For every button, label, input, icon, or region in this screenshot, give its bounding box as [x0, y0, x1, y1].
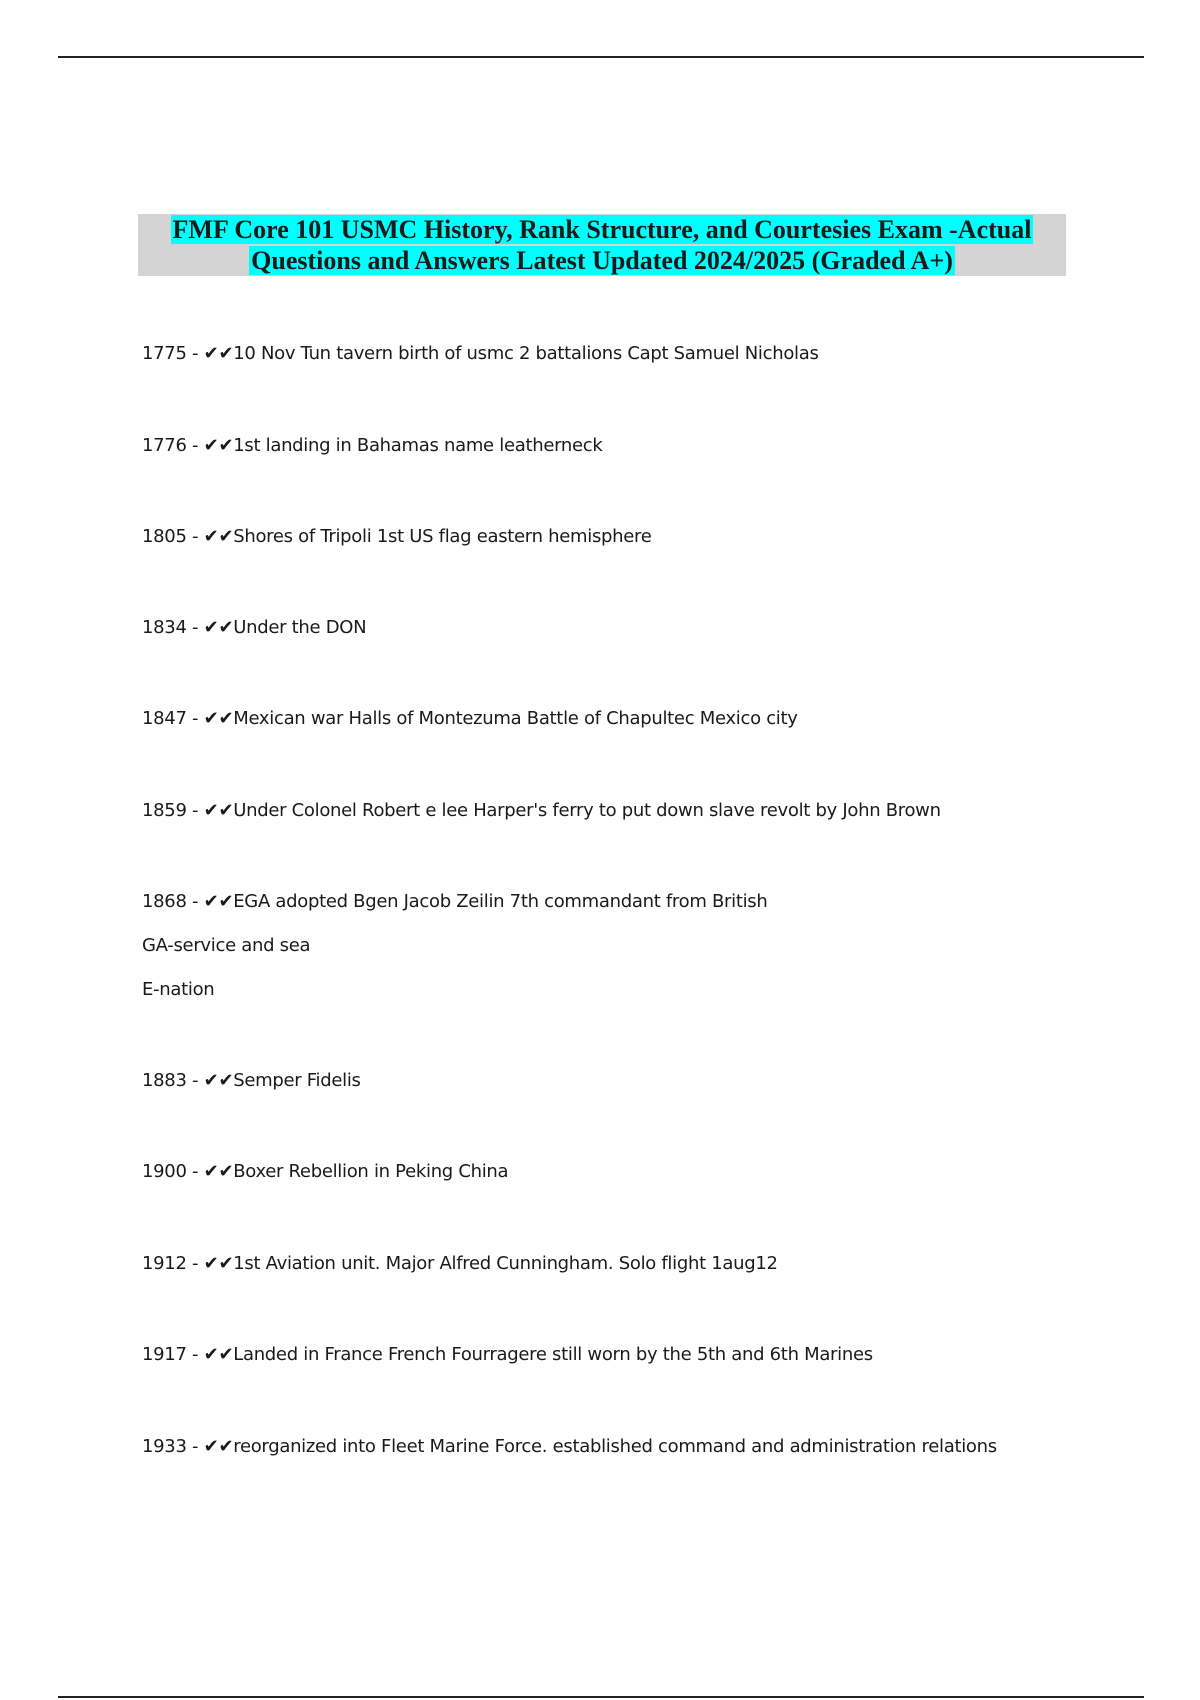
double-check-icon: ✔✔	[203, 708, 234, 729]
qa-item: 1917 - ✔✔Landed in France French Fourragere still worn by the 5th and 6th Marines	[142, 1344, 873, 1365]
document-title	[138, 214, 1066, 276]
qa-item: 1912 - ✔✔1st Aviation unit. Major Alfred Cunningham. Solo flight 1aug12	[142, 1253, 778, 1274]
qa-item: 1868 - ✔✔EGA adopted Bgen Jacob Zeilin 7th commandant from British	[142, 891, 768, 912]
double-check-icon: ✔✔	[203, 343, 234, 364]
qa-item: 1776 - ✔✔1st landing in Bahamas name leatherneck	[142, 435, 603, 456]
double-check-icon: ✔✔	[203, 891, 234, 912]
qa-item: 1834 - ✔✔Under the DON	[142, 617, 367, 638]
qa-item: 1883 - ✔✔Semper Fidelis	[142, 1070, 361, 1091]
double-check-icon: ✔✔	[203, 800, 234, 821]
double-check-icon: ✔✔	[203, 1344, 234, 1365]
qa-item: 1805 - ✔✔Shores of Tripoli 1st US flag eastern hemisphere	[142, 526, 652, 547]
qa-item: 1847 - ✔✔Mexican war Halls of Montezuma Battle of Chapultec Mexico city	[142, 708, 798, 729]
title-line-2: Questions and Answers Latest Updated 2024/2025 (Graded A+)	[138, 245, 1066, 276]
double-check-icon: ✔✔	[203, 435, 234, 456]
double-check-icon: ✔✔	[203, 1436, 234, 1457]
qa-item-continuation: E-nation	[142, 979, 215, 1000]
qa-item-continuation: GA-service and sea	[142, 935, 311, 956]
qa-item: 1900 - ✔✔Boxer Rebellion in Peking China	[142, 1161, 509, 1182]
bottom-rule	[58, 1696, 1144, 1698]
qa-item: 1859 - ✔✔Under Colonel Robert e lee Harper's ferry to put down slave revolt by John Brown	[142, 800, 941, 821]
double-check-icon: ✔✔	[203, 617, 234, 638]
title-line-1: FMF Core 101 USMC History, Rank Structure, and Courtesies Exam -Actual	[138, 214, 1066, 245]
double-check-icon: ✔✔	[203, 1070, 234, 1091]
double-check-icon: ✔✔	[203, 526, 234, 547]
qa-item: 1933 - ✔✔reorganized into Fleet Marine Force. established command and administration relations	[142, 1436, 997, 1457]
top-rule	[58, 56, 1144, 58]
double-check-icon: ✔✔	[203, 1253, 234, 1274]
double-check-icon: ✔✔	[203, 1161, 234, 1182]
qa-item: 1775 - ✔✔10 Nov Tun tavern birth of usmc 2 battalions Capt Samuel Nicholas	[142, 343, 819, 364]
